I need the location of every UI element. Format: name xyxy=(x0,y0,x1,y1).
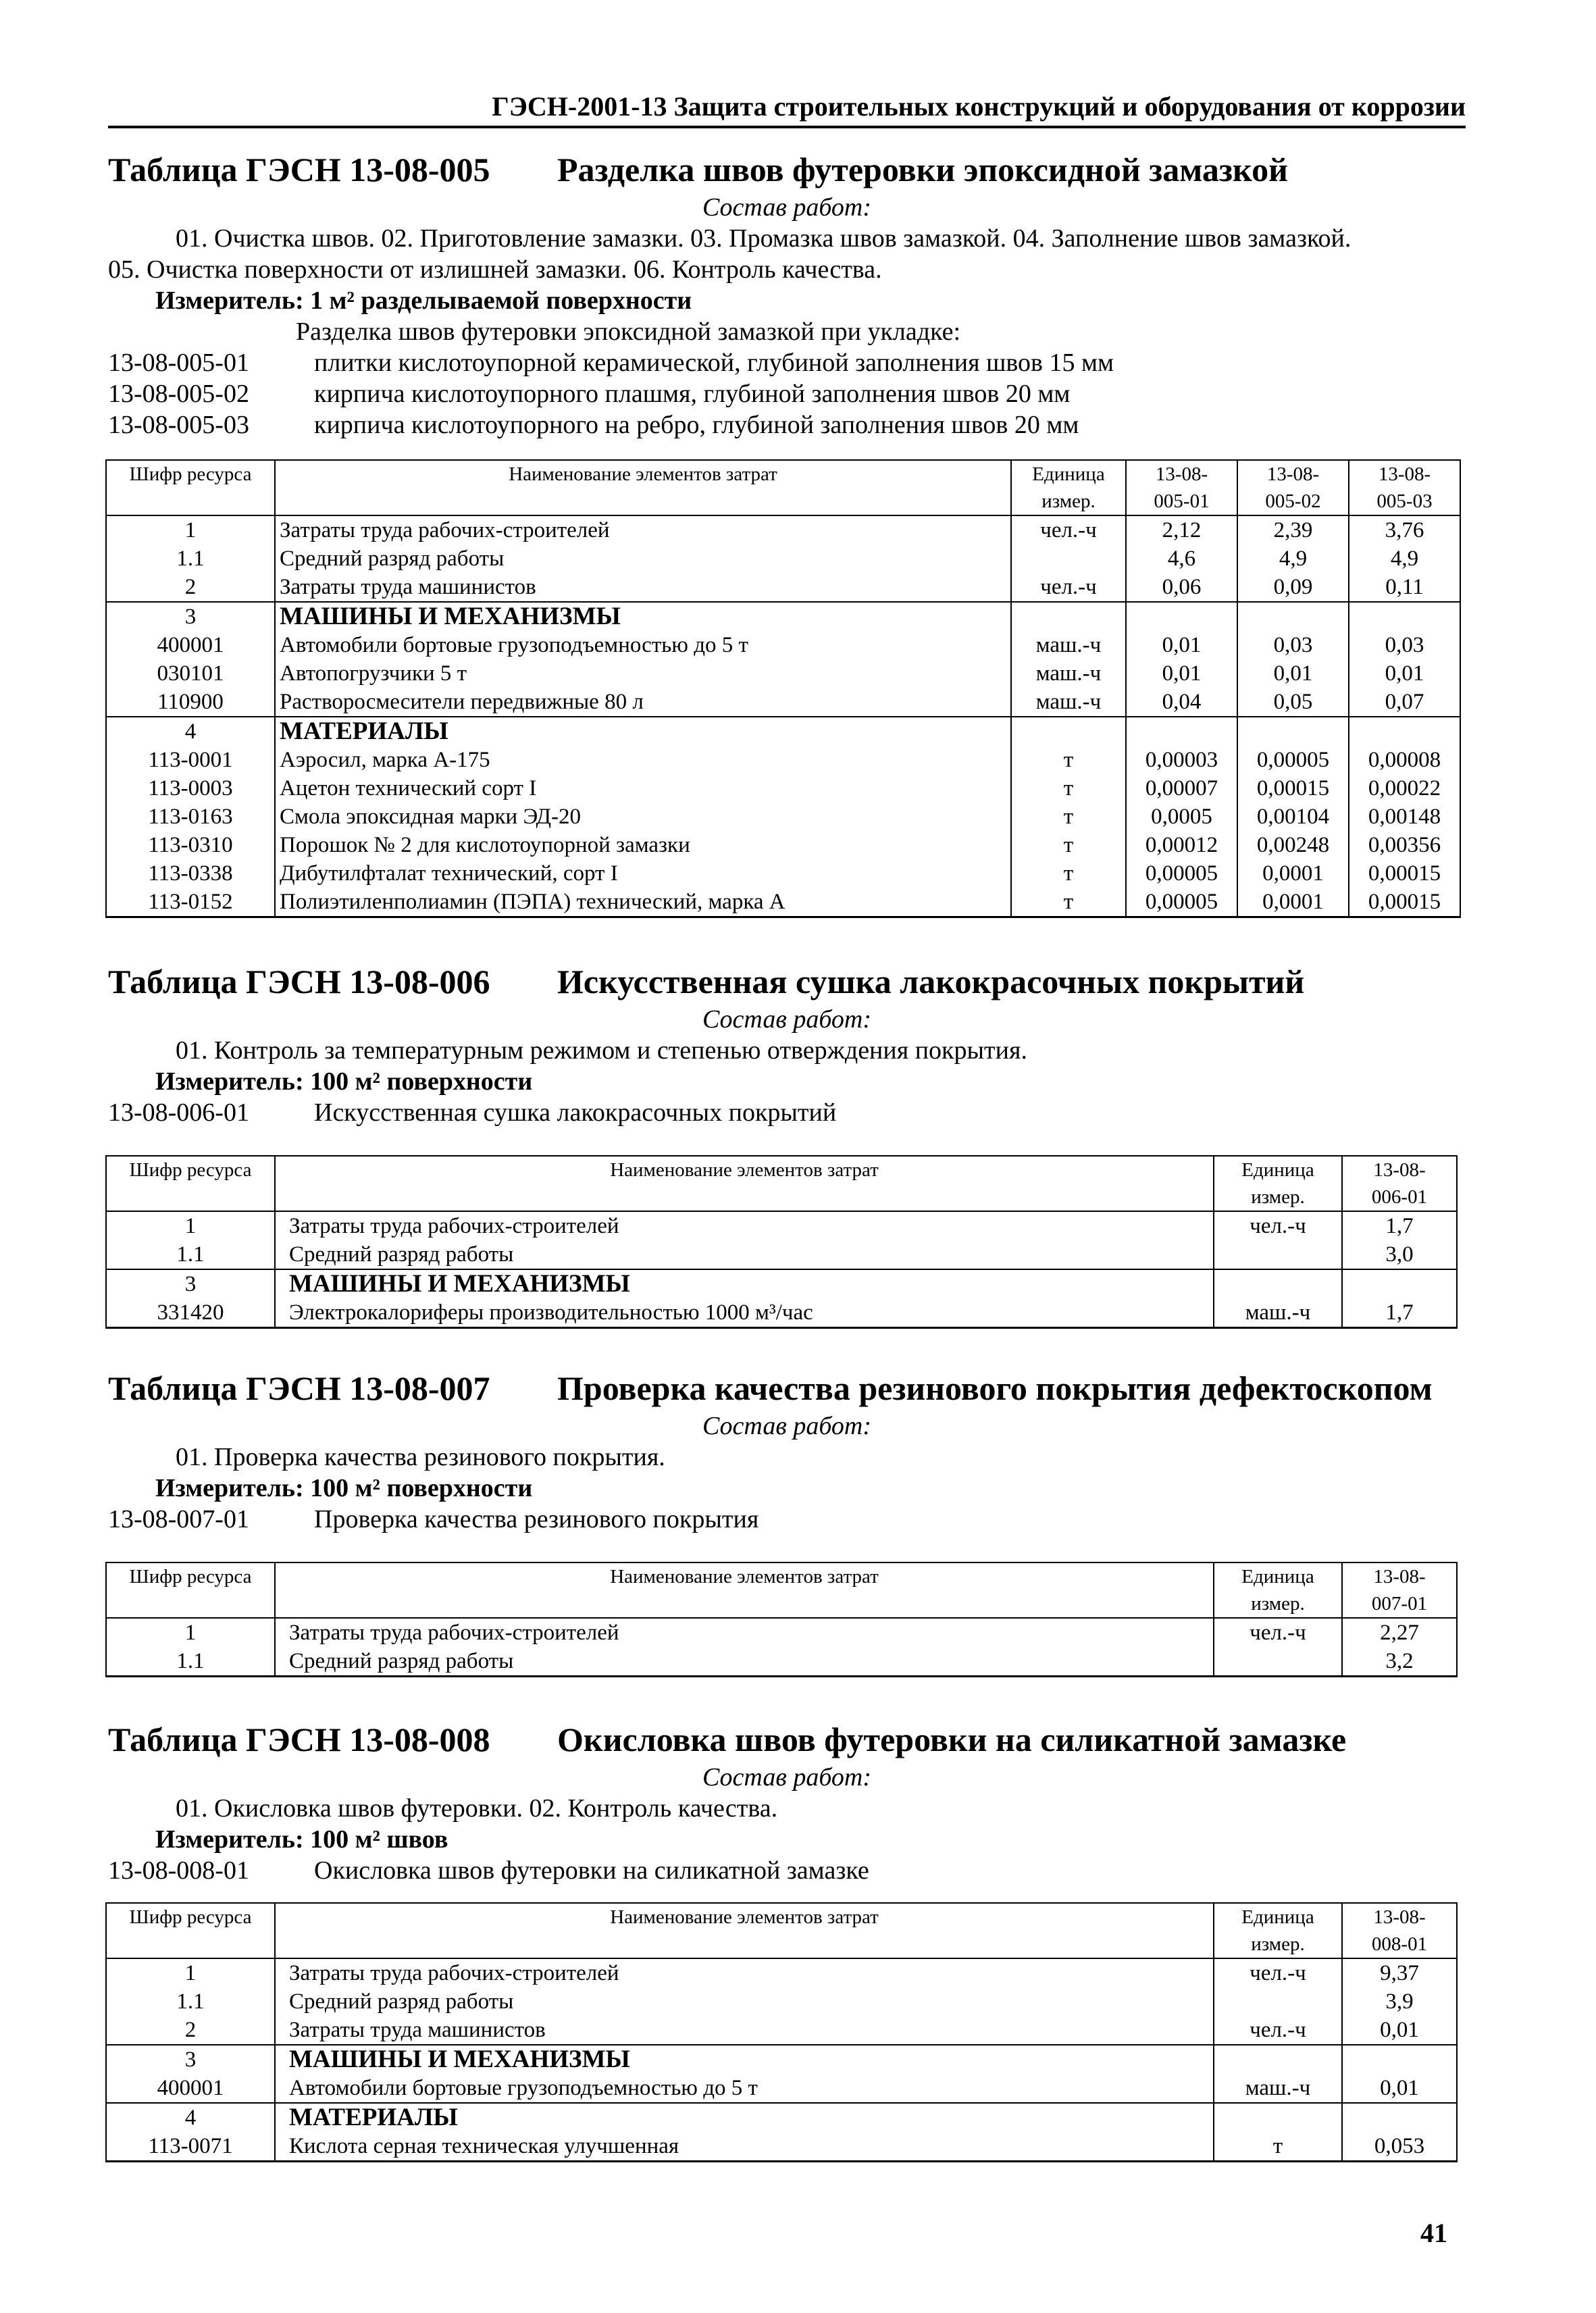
cell-unit: т xyxy=(1011,888,1126,917)
cell-name: Затраты труда рабочих-строителей xyxy=(275,515,1011,544)
cell-unit: маш.-ч xyxy=(1011,688,1126,717)
norm-item xyxy=(108,347,1466,378)
cell-name: Дибутилфталат технический, сорт I xyxy=(275,859,1011,888)
cell-value: 0,00005 xyxy=(1126,859,1237,888)
cell-value: 0,01 xyxy=(1126,659,1237,688)
cell-code: 400001 xyxy=(106,2074,275,2103)
table-row xyxy=(106,1647,1457,1677)
cell-name: Растворосмесители передвижные 80 л xyxy=(275,688,1011,717)
cell-name: Смола эпоксидная марки ЭД-20 xyxy=(275,803,1011,831)
works-line: 01. Контроль за температурным режимом и степенью отверждения покрытия. xyxy=(176,1036,1027,1065)
works-line: 01. Окисловка швов футеровки. 02. Контроль качества. xyxy=(176,1794,778,1823)
cell-unit: т xyxy=(1214,2132,1342,2162)
cell-value: 0,0001 xyxy=(1237,888,1349,917)
cell-name: Средний разряд работы xyxy=(275,1647,1214,1677)
cell-value: 3,76 xyxy=(1349,515,1460,544)
cell-code: 3 xyxy=(106,602,275,631)
cell-unit: чел.-ч xyxy=(1214,1211,1342,1240)
table-name: Окисловка швов футеровки на силикатной замазке xyxy=(557,1721,1347,1758)
cell-value: 0,09 xyxy=(1237,573,1349,602)
cell-name: МАТЕРИАЛЫ xyxy=(275,2103,1214,2132)
cell-code: 4 xyxy=(106,2103,275,2132)
cell-name: Полиэтиленполиамин (ПЭПА) технический, марка А xyxy=(275,888,1011,917)
header-code: Шифр ресурса xyxy=(106,1156,275,1211)
header-name: Наименование элементов затрат xyxy=(275,460,1011,515)
cell-name: Затраты труда машинистов xyxy=(275,573,1011,602)
cell-code: 1.1 xyxy=(106,544,275,573)
table-row xyxy=(106,1958,1457,1987)
table-row-section xyxy=(106,2045,1457,2074)
resource-table xyxy=(105,459,1461,918)
cell-unit: т xyxy=(1011,831,1126,859)
norm-item xyxy=(108,378,1466,409)
header-unit: Единица измер. xyxy=(1214,1156,1342,1211)
section-13-08-007 xyxy=(108,1366,1466,1677)
cell-value: 0,00148 xyxy=(1349,803,1460,831)
measure-unit: Измеритель: 100 м² швов xyxy=(155,1825,448,1854)
cell-code: 113-0003 xyxy=(106,774,275,803)
cell-code: 1 xyxy=(106,1618,275,1647)
table-row xyxy=(106,746,1460,774)
cell-name: Автомобили бортовые грузоподъемностью до 5 т xyxy=(275,2074,1214,2103)
table-header-row xyxy=(106,1156,1457,1211)
norm-code: 13-08-006-01 xyxy=(108,1098,249,1127)
cell-value xyxy=(1342,1269,1457,1298)
cell-value: 4,9 xyxy=(1237,544,1349,573)
norm-code: 13-08-007-01 xyxy=(108,1505,249,1533)
header-norm-1: 13-08- 007-01 xyxy=(1342,1562,1457,1618)
table-row-section xyxy=(106,602,1460,631)
cell-value: 3,0 xyxy=(1342,1240,1457,1269)
header-name: Наименование элементов затрат xyxy=(275,1903,1214,1958)
cell-code: 1.1 xyxy=(106,1987,275,2016)
norm-code: 13-08-005-03 xyxy=(108,411,249,439)
cell-code: 1.1 xyxy=(106,1647,275,1677)
cell-code: 1 xyxy=(106,515,275,544)
header-unit: Единица измер. xyxy=(1214,1562,1342,1618)
cell-unit: чел.-ч xyxy=(1214,1618,1342,1647)
table-row xyxy=(106,659,1460,688)
cell-name: Средний разряд работы xyxy=(275,1987,1214,2016)
cell-value: 0,03 xyxy=(1349,631,1460,659)
cell-name: Автопогрузчики 5 т xyxy=(275,659,1011,688)
cell-unit xyxy=(1214,2045,1342,2074)
norm-item xyxy=(108,1504,1466,1535)
cell-value: 0,01 xyxy=(1342,2016,1457,2045)
cell-name: Затраты труда машинистов xyxy=(275,2016,1214,2045)
measure-unit: Измеритель: 1 м² разделываемой поверхности xyxy=(155,286,692,315)
cell-name: Затраты труда рабочих-строителей xyxy=(275,1211,1214,1240)
cell-unit xyxy=(1214,2103,1342,2132)
cell-value xyxy=(1349,602,1460,631)
cell-value: 0,05 xyxy=(1237,688,1349,717)
resource-table xyxy=(105,1155,1458,1329)
table-title xyxy=(108,1366,1466,1410)
cell-code: 331420 xyxy=(106,1298,275,1328)
cell-value xyxy=(1237,602,1349,631)
cell-name: Кислота серная техническая улучшенная xyxy=(275,2132,1214,2162)
table-header-row xyxy=(106,1562,1457,1618)
resource-table xyxy=(105,1562,1458,1677)
measure-unit: Измеритель: 100 м² поверхности xyxy=(155,1067,533,1096)
cell-value: 0,00008 xyxy=(1349,746,1460,774)
norm-text: кирпича кислотоупорного плашмя, глубиной заполнения швов 20 мм xyxy=(314,380,1071,408)
table-title xyxy=(108,147,1466,192)
section-13-08-006 xyxy=(108,959,1466,1329)
cell-value: 0,00015 xyxy=(1349,888,1460,917)
table-row xyxy=(106,544,1460,573)
table-row xyxy=(106,2132,1457,2162)
norm-item xyxy=(108,1855,1466,1886)
table-number: Таблица ГЭСН 13-08-007 xyxy=(108,1369,490,1407)
cell-unit: маш.-ч xyxy=(1214,1298,1342,1328)
cell-unit xyxy=(1214,1240,1342,1269)
cell-code: 113-0163 xyxy=(106,803,275,831)
cell-value: 0,053 xyxy=(1342,2132,1457,2162)
table-name: Разделка швов футеровки эпоксидной замазкой xyxy=(557,151,1288,188)
cell-code: 2 xyxy=(106,573,275,602)
table-header-row xyxy=(106,1903,1457,1958)
header-code: Шифр ресурса xyxy=(106,460,275,515)
cell-value: 0,11 xyxy=(1349,573,1460,602)
header-unit: Единица измер. xyxy=(1214,1903,1342,1958)
cell-name: МАШИНЫ И МЕХАНИЗМЫ xyxy=(275,602,1011,631)
section-13-08-005 xyxy=(108,147,1466,918)
norm-subheading: Разделка швов футеровки эпоксидной замазкой при укладке: xyxy=(296,317,961,346)
cell-value: 0,01 xyxy=(1349,659,1460,688)
cell-unit: чел.-ч xyxy=(1011,515,1126,544)
table-row xyxy=(106,1240,1457,1269)
table-number: Таблица ГЭСН 13-08-008 xyxy=(108,1721,490,1758)
table-title xyxy=(108,1717,1466,1762)
table-row xyxy=(106,888,1460,917)
norm-code: 13-08-005-02 xyxy=(108,380,249,408)
composition-label: Состав работ: xyxy=(702,1005,872,1034)
cell-code: 400001 xyxy=(106,631,275,659)
cell-code: 1 xyxy=(106,1211,275,1240)
table-row xyxy=(106,859,1460,888)
resource-table xyxy=(105,1902,1458,2162)
header-unit: Единица измер. xyxy=(1011,460,1126,515)
cell-value xyxy=(1342,2045,1457,2074)
table-row-section xyxy=(106,717,1460,746)
norm-text: Окисловка швов футеровки на силикатной замазке xyxy=(314,1856,869,1885)
table-row xyxy=(106,631,1460,659)
table-name: Проверка качества резинового покрытия дефектоскопом xyxy=(557,1369,1433,1407)
cell-value xyxy=(1126,602,1237,631)
cell-name: Порошок № 2 для кислотоупорной замазки xyxy=(275,831,1011,859)
cell-unit: т xyxy=(1011,746,1126,774)
cell-code: 030101 xyxy=(106,659,275,688)
cell-unit: чел.-ч xyxy=(1214,2016,1342,2045)
cell-unit xyxy=(1011,544,1126,573)
measure-unit: Измеритель: 100 м² поверхности xyxy=(155,1474,533,1502)
cell-code: 3 xyxy=(106,1269,275,1298)
cell-value: 0,0001 xyxy=(1237,859,1349,888)
cell-value: 0,01 xyxy=(1126,631,1237,659)
header-norm-2: 13-08- 005-02 xyxy=(1237,460,1349,515)
table-row xyxy=(106,1618,1457,1647)
cell-unit: маш.-ч xyxy=(1011,631,1126,659)
cell-code: 2 xyxy=(106,2016,275,2045)
cell-value: 0,00003 xyxy=(1126,746,1237,774)
cell-value: 2,27 xyxy=(1342,1618,1457,1647)
table-row xyxy=(106,1211,1457,1240)
cell-value: 0,06 xyxy=(1126,573,1237,602)
cell-code: 113-0152 xyxy=(106,888,275,917)
composition-label: Состав работ: xyxy=(702,193,872,222)
cell-name: Затраты труда рабочих-строителей xyxy=(275,1618,1214,1647)
cell-name: Затраты труда рабочих-строителей xyxy=(275,1958,1214,1987)
cell-unit xyxy=(1214,1987,1342,2016)
table-row-section xyxy=(106,2103,1457,2132)
cell-value: 0,0005 xyxy=(1126,803,1237,831)
norm-text: Проверка качества резинового покрытия xyxy=(314,1505,759,1533)
cell-value: 0,00356 xyxy=(1349,831,1460,859)
cell-value: 0,00005 xyxy=(1237,746,1349,774)
cell-name: Средний разряд работы xyxy=(275,1240,1214,1269)
table-row xyxy=(106,573,1460,602)
cell-code: 1 xyxy=(106,1958,275,1987)
cell-unit xyxy=(1214,1647,1342,1677)
table-row xyxy=(106,515,1460,544)
table-row xyxy=(106,774,1460,803)
cell-unit xyxy=(1011,602,1126,631)
cell-unit: т xyxy=(1011,803,1126,831)
running-header: ГЭСН-2001-13 Защита строительных конструкций и оборудования от коррозии xyxy=(108,88,1466,128)
cell-name: Автомобили бортовые грузоподъемностью до 5 т xyxy=(275,631,1011,659)
cell-code: 1.1 xyxy=(106,1240,275,1269)
cell-code: 113-0001 xyxy=(106,746,275,774)
cell-name: МАШИНЫ И МЕХАНИЗМЫ xyxy=(275,2045,1214,2074)
header-norm-1: 13-08- 005-01 xyxy=(1126,460,1237,515)
works-line: 01. Очистка швов. 02. Приготовление замазки. 03. Промазка швов замазкой. 04. Заполнение швов замазкой. xyxy=(176,224,1352,253)
table-row xyxy=(106,688,1460,717)
cell-unit: чел.-ч xyxy=(1214,1958,1342,1987)
works-line: 01. Проверка качества резинового покрытия. xyxy=(176,1443,665,1471)
cell-value: 0,00015 xyxy=(1237,774,1349,803)
table-row xyxy=(106,2016,1457,2045)
cell-value: 3,9 xyxy=(1342,1987,1457,2016)
cell-value: 0,00005 xyxy=(1126,888,1237,917)
norm-text: кирпича кислотоупорного на ребро, глубиной заполнения швов 20 мм xyxy=(314,411,1079,439)
cell-unit: т xyxy=(1011,859,1126,888)
works-line: 05. Очистка поверхности от излишней замазки. 06. Контроль качества. xyxy=(108,255,882,284)
table-row xyxy=(106,803,1460,831)
cell-value: 0,00022 xyxy=(1349,774,1460,803)
cell-name: МАТЕРИАЛЫ xyxy=(275,717,1011,746)
table-header-row xyxy=(106,460,1460,515)
table-row xyxy=(106,2074,1457,2103)
cell-value: 2,12 xyxy=(1126,515,1237,544)
cell-value: 0,01 xyxy=(1342,2074,1457,2103)
norm-code: 13-08-005-01 xyxy=(108,349,249,377)
cell-value: 3,2 xyxy=(1342,1647,1457,1677)
cell-code: 3 xyxy=(106,2045,275,2074)
cell-unit: т xyxy=(1011,774,1126,803)
header-norm-1: 13-08- 008-01 xyxy=(1342,1903,1457,1958)
header-name: Наименование элементов затрат xyxy=(275,1156,1214,1211)
cell-value: 0,04 xyxy=(1126,688,1237,717)
cell-unit: маш.-ч xyxy=(1214,2074,1342,2103)
cell-value: 0,00248 xyxy=(1237,831,1349,859)
table-title xyxy=(108,959,1466,1004)
cell-value xyxy=(1349,717,1460,746)
table-row xyxy=(106,1298,1457,1328)
cell-value xyxy=(1342,2103,1457,2132)
cell-value: 0,01 xyxy=(1237,659,1349,688)
cell-code: 110900 xyxy=(106,688,275,717)
cell-name: Ацетон технический сорт I xyxy=(275,774,1011,803)
cell-code: 113-0071 xyxy=(106,2132,275,2162)
cell-unit xyxy=(1214,1269,1342,1298)
cell-name: МАШИНЫ И МЕХАНИЗМЫ xyxy=(275,1269,1214,1298)
cell-value: 0,00012 xyxy=(1126,831,1237,859)
cell-name: Средний разряд работы xyxy=(275,544,1011,573)
cell-value: 1,7 xyxy=(1342,1298,1457,1328)
table-row-section xyxy=(106,1269,1457,1298)
cell-value: 1,7 xyxy=(1342,1211,1457,1240)
composition-label: Состав работ: xyxy=(702,1412,872,1440)
cell-value: 4,9 xyxy=(1349,544,1460,573)
header-name: Наименование элементов затрат xyxy=(275,1562,1214,1618)
norm-item xyxy=(108,1097,1466,1128)
cell-name: Электрокалориферы производительностью 1000 м³/час xyxy=(275,1298,1214,1328)
header-code: Шифр ресурса xyxy=(106,1562,275,1618)
norm-code: 13-08-008-01 xyxy=(108,1856,249,1885)
cell-code: 4 xyxy=(106,717,275,746)
norm-text: плитки кислотоупорной керамической, глубиной заполнения швов 15 мм xyxy=(314,349,1114,377)
cell-value xyxy=(1237,717,1349,746)
cell-value: 0,00104 xyxy=(1237,803,1349,831)
table-name: Искусственная сушка лакокрасочных покрытий xyxy=(557,963,1305,1000)
header-norm-1: 13-08- 006-01 xyxy=(1342,1156,1457,1211)
cell-value: 2,39 xyxy=(1237,515,1349,544)
cell-value: 9,37 xyxy=(1342,1958,1457,1987)
cell-code: 113-0310 xyxy=(106,831,275,859)
composition-label: Состав работ: xyxy=(702,1763,872,1791)
table-number: Таблица ГЭСН 13-08-005 xyxy=(108,151,490,188)
table-number: Таблица ГЭСН 13-08-006 xyxy=(108,963,490,1000)
cell-value xyxy=(1126,717,1237,746)
norm-text: Искусственная сушка лакокрасочных покрытий xyxy=(314,1098,837,1127)
page-number: 41 xyxy=(1420,2218,1447,2248)
cell-value: 0,00015 xyxy=(1349,859,1460,888)
cell-name: Аэросил, марка А-175 xyxy=(275,746,1011,774)
norm-item xyxy=(108,409,1466,440)
cell-unit xyxy=(1011,717,1126,746)
cell-value: 0,03 xyxy=(1237,631,1349,659)
cell-unit: маш.-ч xyxy=(1011,659,1126,688)
header-code: Шифр ресурса xyxy=(106,1903,275,1958)
cell-unit: чел.-ч xyxy=(1011,573,1126,602)
cell-value: 0,00007 xyxy=(1126,774,1237,803)
table-row xyxy=(106,831,1460,859)
table-row xyxy=(106,1987,1457,2016)
cell-value: 0,07 xyxy=(1349,688,1460,717)
header-norm-3: 13-08- 005-03 xyxy=(1349,460,1460,515)
cell-code: 113-0338 xyxy=(106,859,275,888)
cell-value: 4,6 xyxy=(1126,544,1237,573)
section-13-08-008 xyxy=(108,1717,1466,2162)
